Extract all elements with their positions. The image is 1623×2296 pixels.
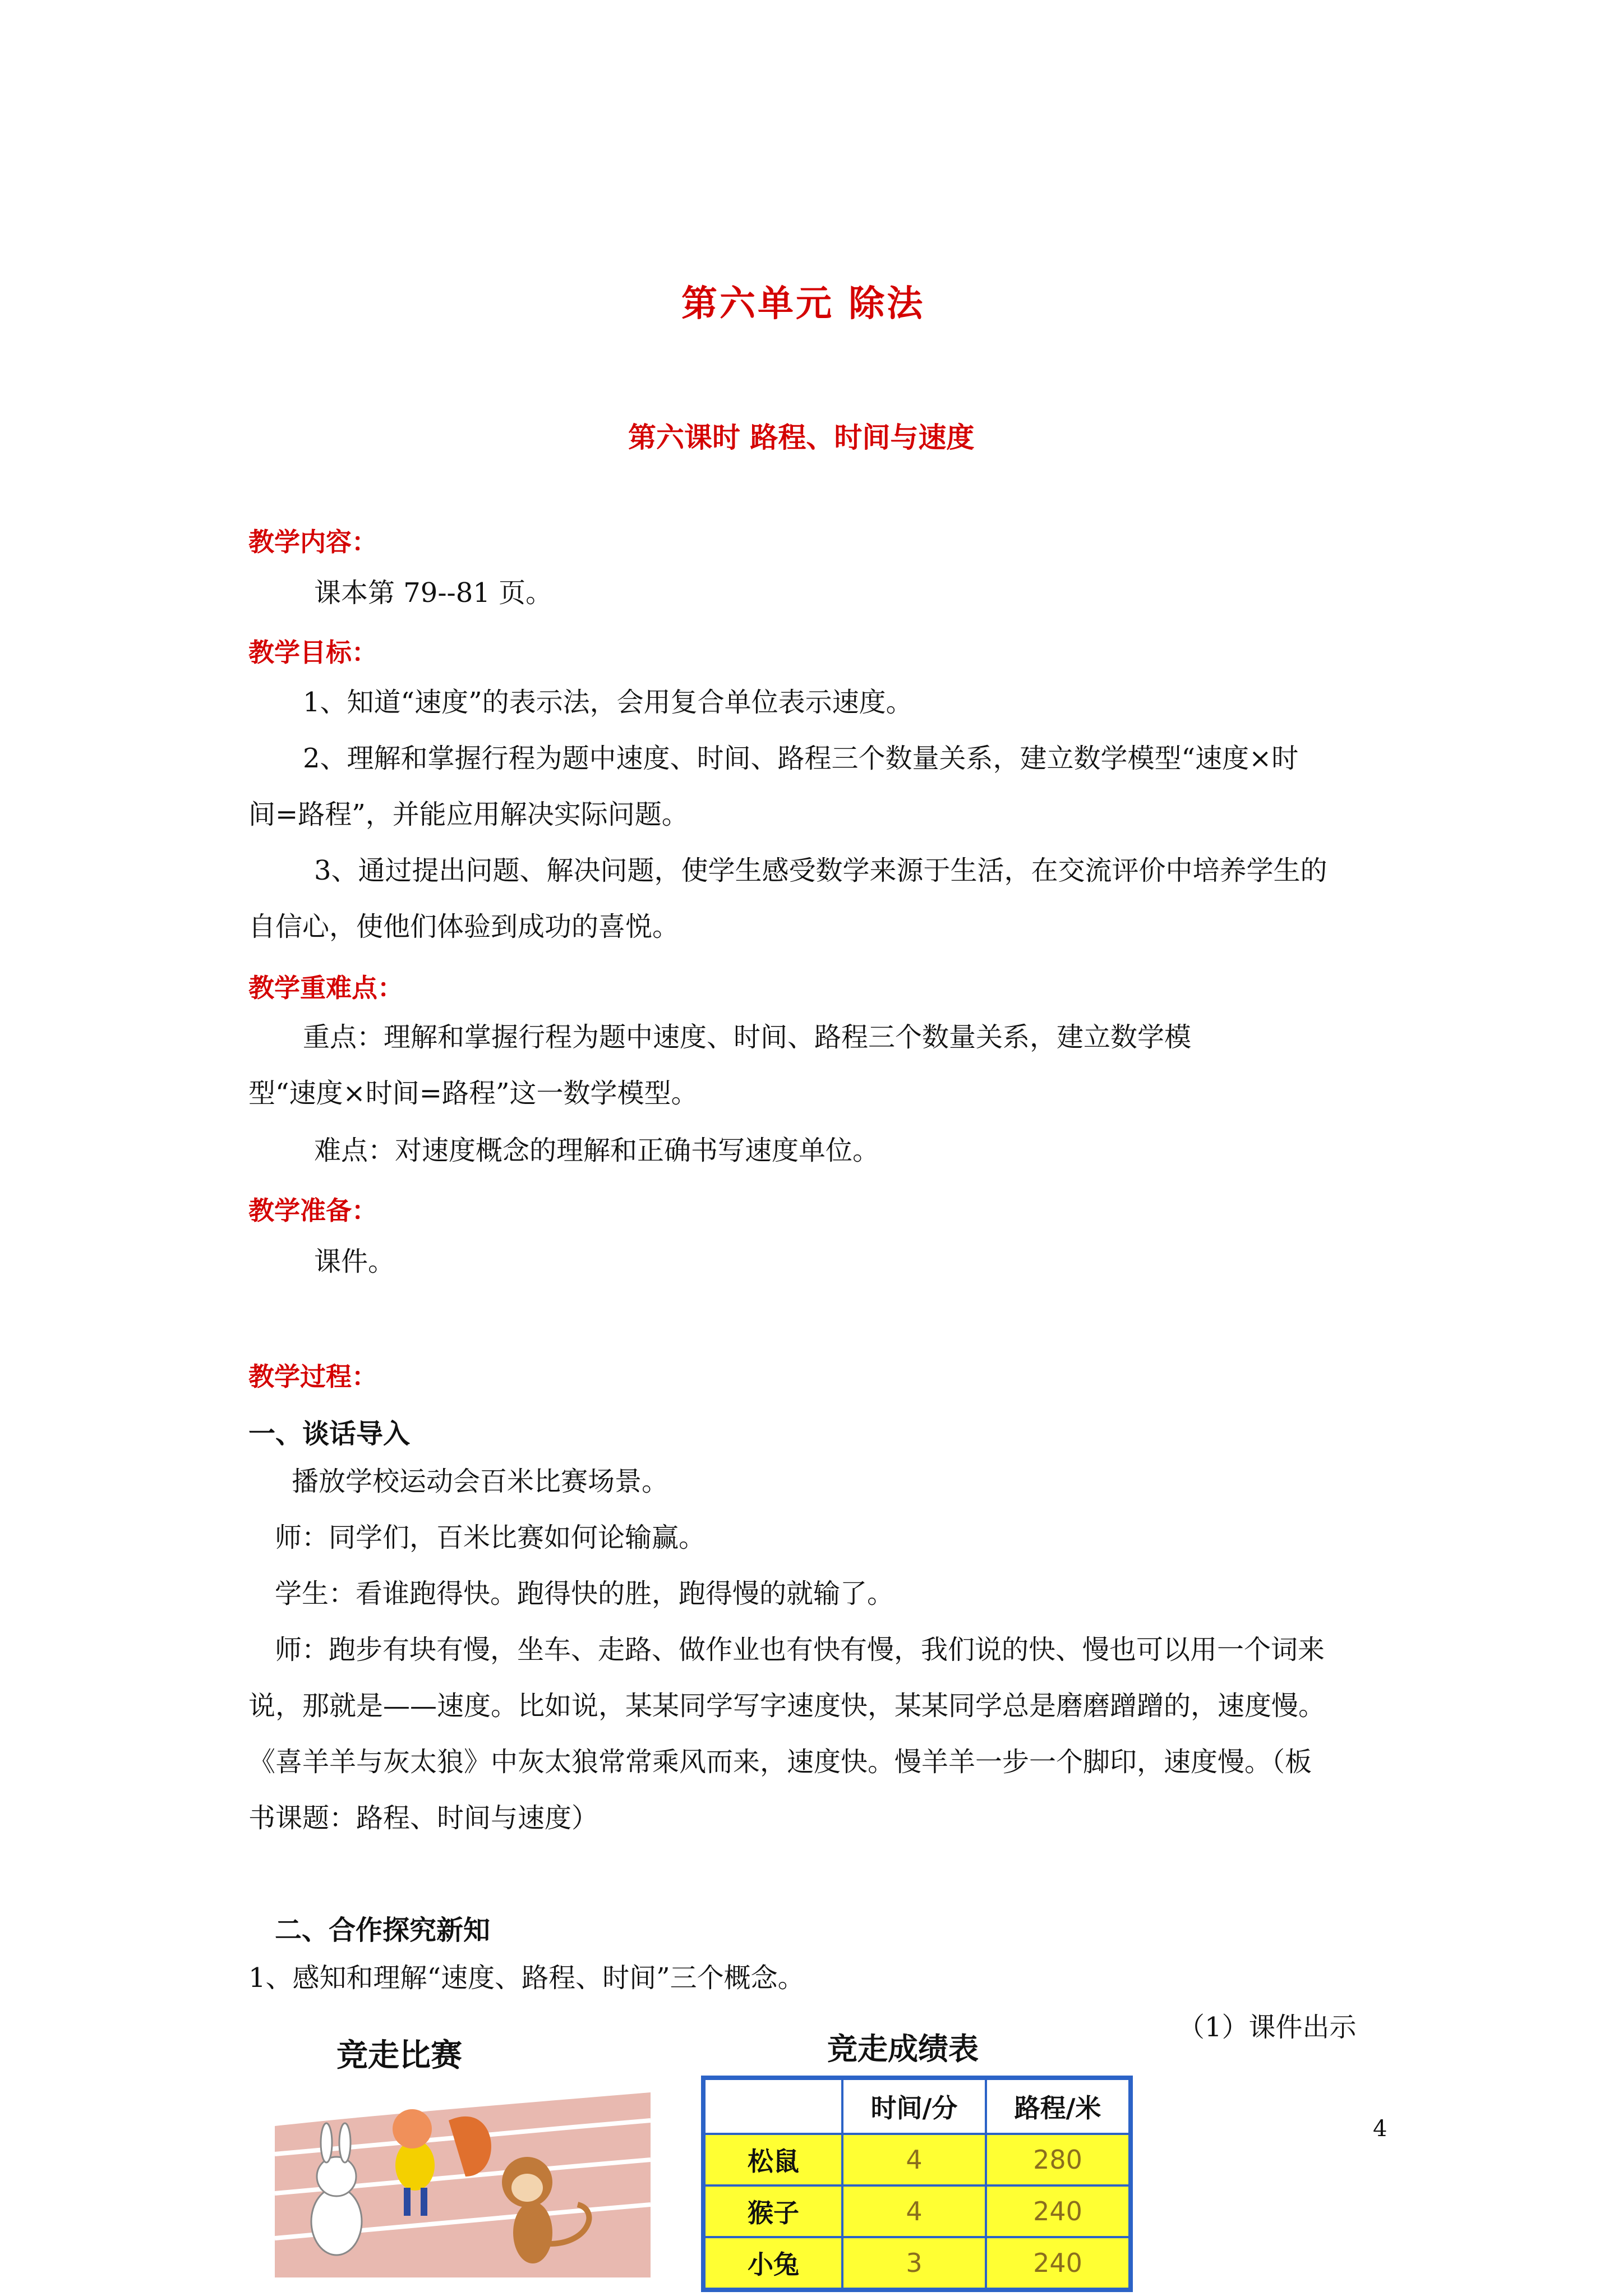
table-cell: 240 [986, 2237, 1131, 2290]
table-cell: 4 [842, 2134, 986, 2185]
part-2-heading: 二、合作探究新知 [275, 1915, 491, 1946]
page-number: 4 [1373, 2116, 1387, 2142]
paragraph-3: 学生：看谁跑得快。跑得快的胜，跑得慢的就输了。 [275, 1578, 895, 1609]
process-heading: 教学过程： [248, 1361, 377, 1392]
key-point-line-2: 型“速度×时间=路程”这一数学模型。 [248, 1078, 698, 1109]
race-illustration [264, 2008, 656, 2289]
paragraph-2: 师：同学们，百米比赛如何论输赢。 [275, 1522, 706, 1553]
table-cell: 4 [842, 2185, 986, 2237]
table-row [703, 2185, 1131, 2237]
table-row [703, 2237, 1131, 2290]
score-table-figure [701, 2008, 1133, 2296]
difficulty-text: 难点：对速度概念的理解和正确书写速度单位。 [314, 1135, 880, 1166]
table-cell: 280 [986, 2134, 1131, 2185]
paragraph-4-line-3: 《喜羊羊与灰太狼》中灰太狼常常乘风而来，速度快。慢羊羊一步一个脚印，速度慢。（板 [248, 1746, 1312, 1778]
paragraph-4-line-1: 师：跑步有块有慢，坐车、走路、做作业也有快有慢，我们说的快、慢也可以用一个词来 [275, 1634, 1325, 1665]
table-cell: 3 [842, 2237, 986, 2290]
table-cell: 240 [986, 2185, 1131, 2237]
goal-3-line-1: 3、通过提出问题、解决问题，使学生感受数学来源于生活，在交流评价中培养学生的 [314, 855, 1327, 886]
goal-1: 1、知道“速度”的表示法，会用复合单位表示速度。 [303, 687, 913, 718]
paragraph-4-line-4: 书课题：路程、时间与速度） [248, 1802, 599, 1834]
table-cell: 松鼠 [703, 2134, 842, 2185]
lesson-subtitle: 第六课时 路程、时间与速度 [628, 421, 975, 454]
goals-heading: 教学目标： [248, 637, 377, 668]
goal-2-line-2: 间=路程”，并能应用解决实际问题。 [248, 799, 689, 830]
key-points-heading: 教学重难点： [248, 973, 403, 1003]
table-header-cell: 时间/分 [842, 2078, 986, 2134]
key-point-line-1: 重点：理解和掌握行程为题中速度、时间、路程三个数量关系，建立数学模 [303, 1022, 1192, 1053]
score-table [701, 2076, 1133, 2292]
page-title: 第六单元 除法 [681, 283, 925, 325]
content-text: 课本第 79--81 页。 [314, 577, 553, 609]
preparation-text: 课件。 [314, 1246, 395, 1277]
race-title: 竞走比赛 [336, 2037, 462, 2074]
table-header-cell: 路程/米 [986, 2078, 1131, 2134]
preparation-heading: 教学准备： [248, 1195, 377, 1226]
score-table-title: 竞走成绩表 [827, 2031, 979, 2067]
table-cell: 小兔 [703, 2237, 842, 2290]
table-header-row [703, 2078, 1131, 2134]
part-1-heading: 一、谈话导入 [248, 1418, 411, 1450]
paragraph-5: 1、感知和理解“速度、路程、时间”三个概念。 [248, 1962, 805, 1994]
content-heading: 教学内容： [248, 527, 377, 557]
table-row [703, 2134, 1131, 2185]
table-header-cell [703, 2078, 842, 2134]
table-cell: 猴子 [703, 2185, 842, 2237]
goal-2-line-1: 2、理解和掌握行程为题中速度、时间、路程三个数量关系，建立数学模型“速度×时 [303, 743, 1299, 774]
paragraph-4-line-2: 说，那就是——速度。比如说，某某同学写字速度快，某某同学总是磨磨蹭蹭的，速度慢。 [248, 1690, 1326, 1722]
paragraph-6: （1）课件出示 [1178, 2012, 1357, 2043]
paragraph-1: 播放学校运动会百米比赛场景。 [292, 1466, 669, 1497]
race-track-drawing [264, 2008, 656, 2289]
goal-3-line-2: 自信心，使他们体验到成功的喜悦。 [248, 911, 680, 942]
